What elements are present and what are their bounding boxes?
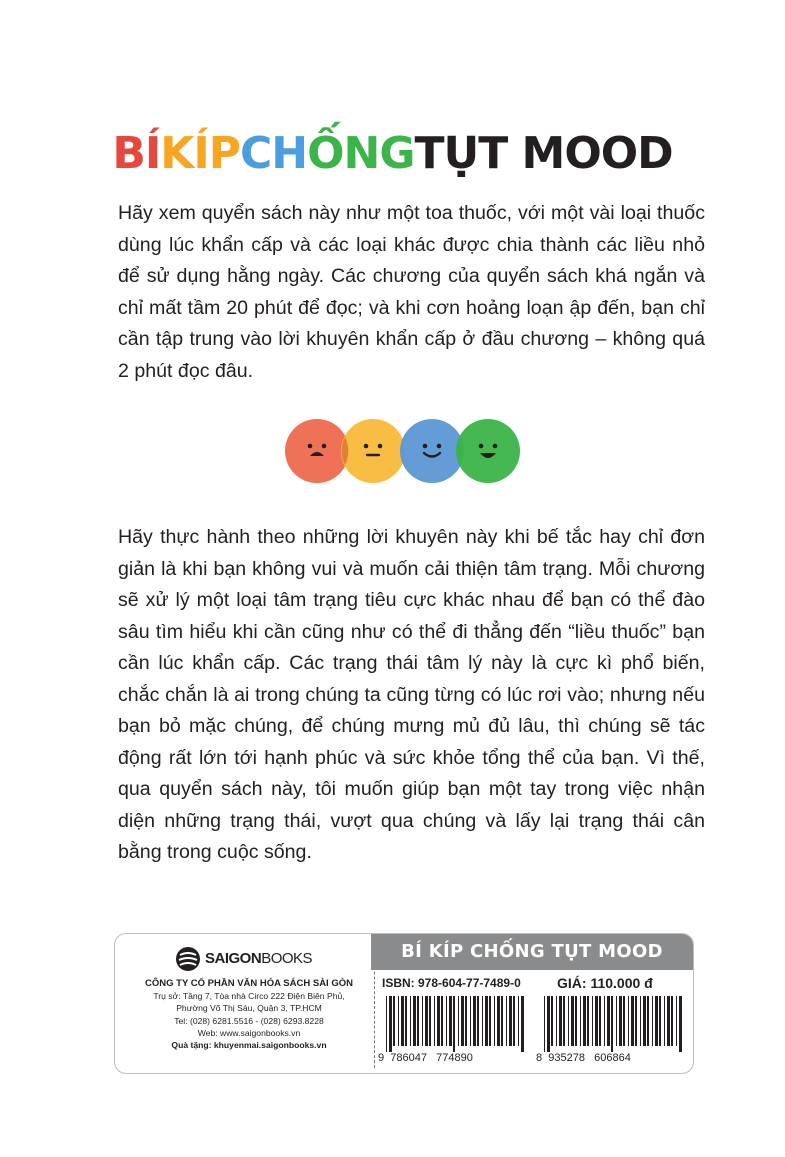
- barcode-bar: [671, 996, 673, 1046]
- barcode-bar: [501, 996, 503, 1046]
- barcode-bar: [521, 996, 524, 1052]
- title-word-3a: CH: [239, 128, 308, 179]
- barcode-bar: [679, 996, 682, 1052]
- barcode-bar: [623, 996, 625, 1046]
- publisher-info: [129, 978, 369, 1051]
- barcode-bar: [571, 996, 574, 1046]
- barcode-bar: [583, 996, 586, 1046]
- price-barcode-digits: 8 935278 606864: [536, 1052, 631, 1064]
- barcode-bar: [655, 996, 658, 1046]
- sad-face-icon: [285, 419, 349, 483]
- barcode-bar: [556, 996, 557, 1046]
- barcode-bar: [547, 996, 550, 1052]
- barcode-bar: [393, 996, 395, 1046]
- barcode-bar: [434, 996, 435, 1046]
- barcode-bar: [599, 996, 601, 1046]
- barcode-bar: [410, 996, 411, 1046]
- barcode-bar: [489, 996, 491, 1046]
- title-word-3b: ỐNG: [307, 128, 415, 179]
- barcode-title-band: BÍ KÍP CHỐNG TỤT MOOD: [371, 934, 693, 970]
- barcode-bar: [631, 996, 634, 1046]
- title-word-1: BÍ: [112, 128, 161, 179]
- barcode-bar: [417, 996, 419, 1046]
- barcode-bar: [551, 996, 553, 1046]
- barcode-bar: [592, 996, 593, 1046]
- barcode-bar: [497, 996, 500, 1046]
- happy-face-icon: [456, 419, 520, 483]
- barcode-bar: [643, 996, 646, 1046]
- barcode-bar: [659, 996, 661, 1046]
- barcode-bar: [628, 996, 629, 1046]
- barcode-bar: [461, 996, 464, 1046]
- barcode-bar: [664, 996, 665, 1046]
- price-barcode: [536, 994, 686, 1054]
- barcode-bar: [518, 996, 519, 1046]
- barcode-bar: [422, 996, 423, 1046]
- barcode-bar: [604, 996, 605, 1046]
- barcode-bar: [619, 996, 622, 1046]
- title-word-4: TỤT MOOD: [414, 128, 673, 179]
- publisher-address-1: Trụ sở: Tầng 7, Tòa nhà Circo 222 Điện Biên Phủ,: [153, 991, 345, 1002]
- publisher-company: CÔNG TY CỔ PHẦN VĂN HÓA SÁCH SÀI GÒN: [145, 978, 353, 989]
- barcode-bar: [477, 996, 479, 1046]
- barcode-bar: [413, 996, 416, 1046]
- barcode-bar: [449, 996, 452, 1046]
- barcode-bar: [506, 996, 507, 1046]
- barcode-bar: [401, 996, 404, 1046]
- price-label: GIÁ: 110.000 đ: [557, 975, 653, 991]
- barcode-bar: [513, 996, 515, 1046]
- barcode-bar: [453, 996, 455, 1052]
- barcode-bar: [509, 996, 512, 1046]
- barcode-bar: [389, 996, 392, 1052]
- barcode-bar: [425, 996, 428, 1046]
- logo-text-bold: SAIGON: [205, 950, 262, 967]
- intro-paragraph: Hãy xem quyển sách này như một toa thuốc, với một vài loại thuốc dùng lúc khẩn cấp và các loại khác được chia thành các liều nhỏ để sử dụng hằng ngày. Các chương của quyển sách khá ngắn và chỉ mất tầm 20 phút để đọc; và khi cơn hoảng loạn ập đến, bạn chỉ cần tập trung vào lời khuyên khẩn cấp ở đầu chương – không quá 2 phút đọc đâu.: [118, 202, 705, 382]
- barcode-bar: [647, 996, 649, 1046]
- publisher-tel: Tel: (028) 6281.5516 - (028) 6293.8228: [174, 1015, 324, 1026]
- barcode-bar: [676, 996, 677, 1046]
- smile-face-icon: [400, 419, 464, 483]
- title-word-2: KÍP: [160, 128, 240, 179]
- barcode-bar: [607, 996, 610, 1046]
- isbn-barcode: [378, 994, 528, 1054]
- publisher-gift: Quà tặng: khuyenmai.saigonbooks.vn: [171, 1040, 327, 1051]
- barcode-bar: [482, 996, 483, 1046]
- barcode-bar: [470, 996, 471, 1046]
- book-title: [0, 128, 785, 179]
- neutral-face-icon: [341, 419, 405, 483]
- isbn-barcode-digits: 9 786047 774890: [378, 1052, 473, 1064]
- barcode-bar: [640, 996, 641, 1046]
- barcode-bar: [494, 996, 495, 1046]
- barcode-bar: [398, 996, 399, 1046]
- barcode-bar: [465, 996, 467, 1046]
- logo-text-thin: BOOKS: [261, 950, 313, 967]
- barcode-bar: [595, 996, 598, 1046]
- barcode-bar: [458, 996, 459, 1046]
- barcode-bar: [405, 996, 407, 1046]
- barcode-bar: [580, 996, 581, 1046]
- barcode-bar: [667, 996, 670, 1046]
- barcode-bar: [563, 996, 565, 1046]
- barcode-bar: [575, 996, 577, 1046]
- barcode-bar: [544, 996, 545, 1052]
- barcode-bar: [437, 996, 440, 1046]
- barcode-bar: [568, 996, 569, 1046]
- back-cover-info-panel: [114, 933, 694, 1074]
- barcode-bar: [559, 996, 562, 1046]
- barcode-bar: [587, 996, 589, 1046]
- publisher-web: Web: www.saigonbooks.vn: [197, 1027, 301, 1038]
- barcode-bar: [611, 996, 613, 1052]
- barcode-bar: [652, 996, 653, 1046]
- mood-faces: [283, 417, 523, 485]
- isbn-label: ISBN: 978-604-77-7489-0: [382, 976, 521, 990]
- saigonbooks-logo-icon: [175, 946, 201, 972]
- barcode-bar: [635, 996, 637, 1046]
- barcode-bar: [386, 996, 387, 1052]
- barcode-bar: [441, 996, 443, 1046]
- barcode-bar: [429, 996, 431, 1046]
- barcode-bar: [473, 996, 476, 1046]
- barcode-bar: [485, 996, 488, 1046]
- publisher-address-2: Phường Võ Thị Sáu, Quận 3, TP.HCM: [176, 1003, 322, 1014]
- barcode-bar: [616, 996, 617, 1046]
- publisher-logo: [175, 945, 325, 973]
- barcode-bar: [446, 996, 447, 1046]
- main-paragraph: Hãy thực hành theo những lời khuyên này khi bế tắc hay chỉ đơn giản là khi bạn không vui và muốn cải thiện tâm trạng. Mỗi chương sẽ xử lý một loại tâm trạng tiêu cực khác nhau để bạn có thể đào sâu tìm hiểu khi cần cũng như có thể đi thẳng đến “liều thuốc” bạn cần lúc khẩn cấp. Các trạng thái tâm lý này là cực kì phổ biến, chắc chắn là ai trong chúng ta cũng từng có lúc rơi vào; nhưng nếu bạn bỏ mặc chúng, để chúng mưng mủ đủ lâu, thì chúng sẽ tác động rất lớn tới hạnh phúc và sức khỏe tổng thể của bạn. Vì thế, qua quyển sách này, tôi muốn giúp bạn một tay trong việc nhận diện những trạng thái, vượt qua chúng và lấy lại trạng thái cân bằng trong cuộc sống.: [118, 526, 705, 863]
